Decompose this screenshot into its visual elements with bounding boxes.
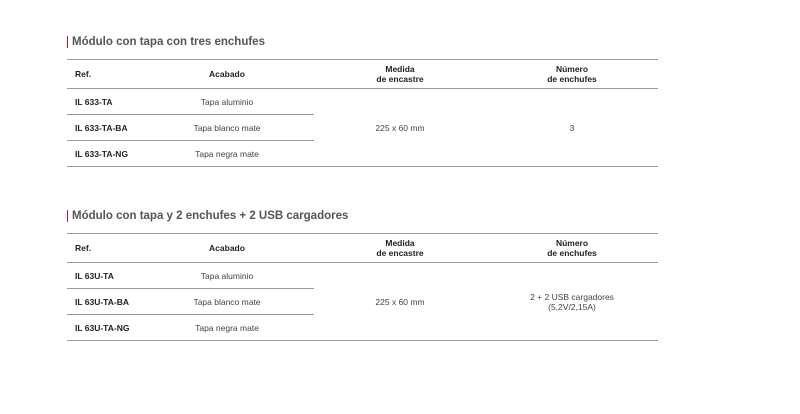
header-count-line1: Número	[555, 238, 589, 248]
table-header-row	[67, 234, 658, 263]
row-ref: IL 633-TA-BA	[67, 115, 140, 141]
header-count-line2: de enchufes	[547, 74, 597, 84]
header-size-line2: de encastre	[376, 74, 424, 84]
header-count	[486, 234, 658, 263]
section-title-text: Módulo con tapa y 2 enchufes + 2 USB cargadores	[72, 210, 349, 222]
row-finish: Tapa aluminio	[140, 89, 314, 115]
section-three-sockets	[67, 34, 658, 167]
header-ref: Ref.	[67, 234, 140, 263]
header-finish: Acabado	[140, 60, 314, 89]
row-ref: IL 633-TA-NG	[75, 148, 129, 159]
product-table	[67, 59, 658, 167]
row-finish: Tapa aluminio	[140, 263, 314, 289]
table-row	[67, 263, 658, 289]
count-cell	[486, 263, 658, 341]
header-ref: Ref.	[67, 60, 140, 89]
header-count	[486, 60, 658, 89]
section-title	[67, 208, 658, 224]
size-cell: 225 x 60 mm	[375, 296, 425, 307]
header-count-line2: de enchufes	[547, 248, 597, 258]
section-two-sockets-usb	[67, 208, 658, 341]
row-ref: IL 63U-TA	[67, 263, 140, 289]
title-accent-bar	[67, 36, 68, 48]
product-table	[67, 233, 658, 341]
table-row	[67, 89, 658, 115]
count-cell	[486, 89, 658, 167]
count-value: 3	[569, 122, 575, 133]
header-size-line1: Medida	[385, 238, 415, 248]
title-accent-bar	[67, 210, 68, 222]
row-ref: IL 63U-TA-NG	[75, 322, 130, 333]
row-finish: Tapa negra mate	[195, 148, 259, 159]
header-count-line1: Número	[555, 64, 589, 74]
section-title-text: Módulo con tapa con tres enchufes	[72, 36, 265, 48]
table-header-row	[67, 60, 658, 89]
header-size-line2: de encastre	[376, 248, 424, 258]
row-finish: Tapa blanco mate	[140, 115, 314, 141]
header-size	[314, 60, 486, 89]
header-size-line1: Medida	[385, 64, 415, 74]
section-title	[67, 34, 658, 50]
row-finish: Tapa blanco mate	[140, 289, 314, 315]
row-ref: IL 63U-TA-BA	[67, 289, 140, 315]
count-value-line2: (5,2V/2,15A)	[548, 301, 596, 312]
header-size	[314, 234, 486, 263]
header-finish: Acabado	[140, 234, 314, 263]
row-finish: Tapa negra mate	[195, 322, 259, 333]
row-ref: IL 633-TA	[67, 89, 140, 115]
size-cell: 225 x 60 mm	[375, 122, 425, 133]
count-value-line1: 2 + 2 USB cargadores	[530, 291, 614, 302]
